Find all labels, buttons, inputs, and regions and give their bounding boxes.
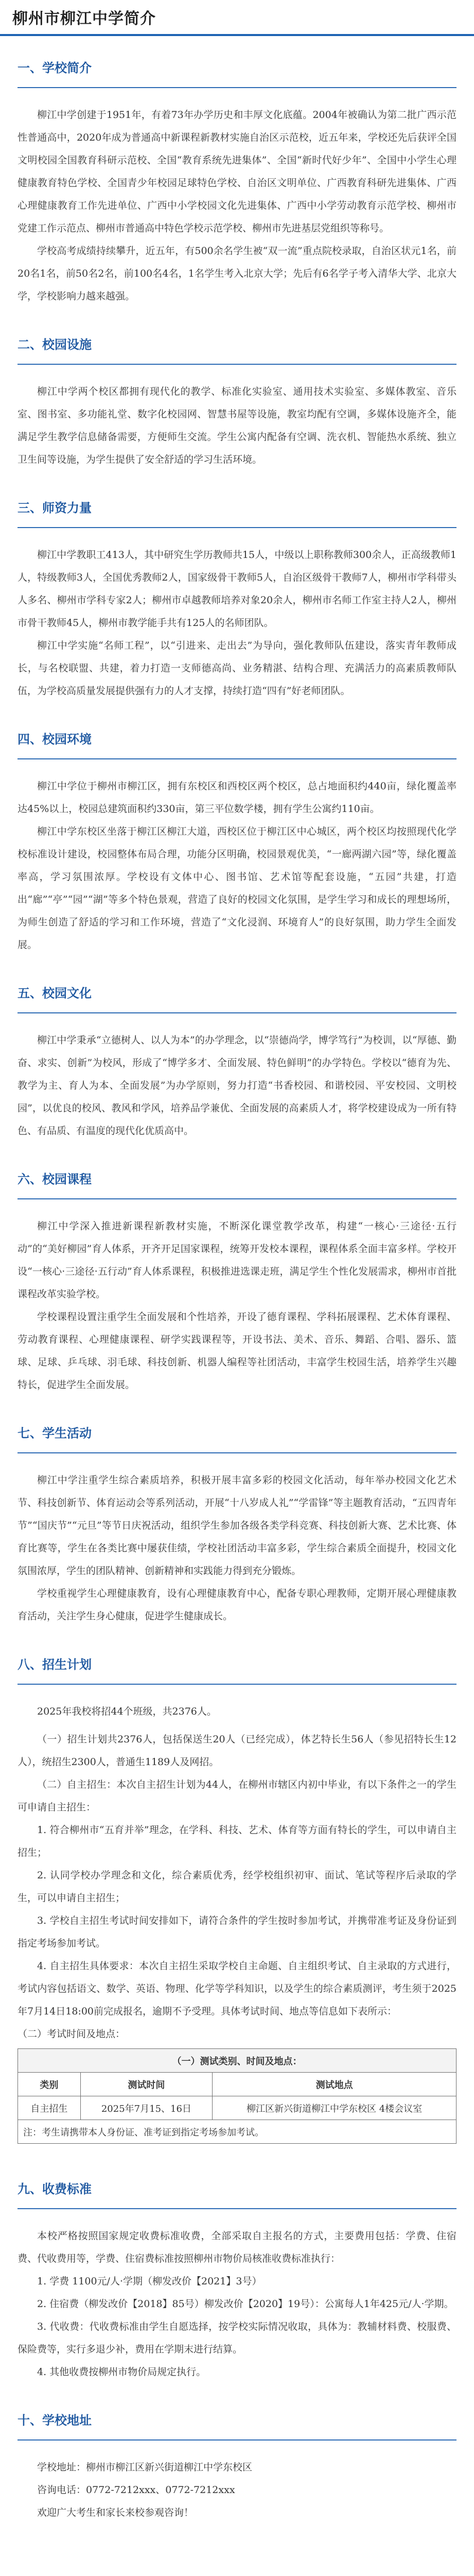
fees-paragraph: 2. 住宿费（柳发改价【2018】85号）柳发改价【2020】19号）：公寓每人1年425元/人·学期。 <box>37 2298 454 2310</box>
section-heading: 七、学生活动 <box>17 1426 92 1440</box>
section-header <box>17 476 457 528</box>
fees-paragraph: 3. 代收费：代收费标准由学生自愿选择，按学校实际情况收取，具体为：教辅材料费、校服费、保险费等，实行多退少补，费用在学期末进行结算。 <box>17 2321 457 2355</box>
section-heading: 六、校园课程 <box>17 1172 92 1187</box>
section-paragraph: 柳江中学教职工413人，其中研究生学历教师共15人，中级以上职称教师300余人，正高级教师1人，特级教师3人，全国优秀教师2人，国家级骨干教师5人，自治区级骨干教师7人，柳州市学科带头人多名、柳州市学科专家2人；柳州市卓越教师培养对象20余人，柳州市名师工作室主持人2人，柳州市骨干教师45人，柳州市教学能手共有125人的名师团队。 <box>17 549 457 629</box>
section-paragraph: 学校重视学生心理健康教育，设有心理健康教育中心，配备专职心理教师，定期开展心理健康教育活动，关注学生身心健康，促进学生健康成长。 <box>17 1588 457 1622</box>
contact-section <box>0 2388 474 2529</box>
footer-space <box>0 2529 474 2575</box>
content-section <box>0 707 474 961</box>
section-header <box>17 707 457 759</box>
table-heading: （二）考试时间及地点： <box>17 2028 126 2040</box>
contact-paragraph: 欢迎广大考生和家长来校参观咨询！ <box>37 2507 194 2518</box>
section-paragraph: 学校高考成绩持续攀升，近五年，有500余名学生被“双一流”重点院校录取，自治区状元1名，前20名1名，前50名2名，前100名4名，1名学生考入北京大学；先后有6名学子考入清华大学、北京大学，学校影响力越来越强。 <box>17 245 457 302</box>
cell-place: 柳江区新兴街道柳江中学东校区 4楼会议室 <box>213 2096 457 2120</box>
cell-category: 自主招生 <box>18 2096 81 2120</box>
content-section <box>0 36 474 313</box>
admission-section <box>0 1728 474 2157</box>
section-paragraph: 柳江中学秉承“立德树人、以人为本”的办学理念，以“崇德尚学，博学笃行”为校训，以“厚德、勤奋、求实、创新”为校风，形成了“博学多才、全面发展、特色鲜明”的办学特色。学校以“德育为先、教学为主、育人为本、全面发展”为办学原则，努力打造“书香校园、和谐校园、平安校园、文明校园”，以优良的校风、教风和学风，培养品学兼优、全面发展的高素质人才，将学校建设成为一所有特色、有品质、有温度的现代化优质高中。 <box>17 1035 457 1137</box>
contact-paragraph: 学校地址：柳州市柳江区新兴街道柳江中学东校区 <box>37 2462 253 2473</box>
admission-paragraph: 4. 自主招生具体要求：本次自主招生采取学校自主命题、自主组织考试、自主录取的方式进行，考试内容包括语文、数学、英语、物理、化学等学科知识，以及学生的综合素质测评，考生须于2025年7月14日18:00前完成报名，逾期不予受理。具体考试时间、地点等信息如下表所示： <box>17 1960 457 2017</box>
section-heading: 四、校园环境 <box>17 732 92 747</box>
content-section <box>0 313 474 476</box>
section-paragraph: 柳江中学东校区坐落于柳江区柳江大道，西校区位于柳江区中心城区，两个校区均按照现代化学校标准设计建设，校园整体布局合理，功能分区明确，校园景观优美，“一廊两湖六园”等，绿化覆盖率高，学习氛围浓厚。学校设有文体中心、图书馆、艺术馆等配套设施，“五园”共建，打造出“廊”“亭”“园”“湖”等多个特色景观，营造了良好的校园文化氛围，是学生学习和成长的理想场所，为师生创造了舒适的学习和工作环境，营造了“文化浸润、环境育人”的良好氛围，助力学生全面发展。 <box>17 826 457 951</box>
content-section <box>0 961 474 1147</box>
cell-time: 2025年7月15、16日 <box>80 2096 213 2120</box>
contact-paragraph: 咨询电话：0772-7212xxx、0772-7212xxx <box>37 2484 235 2496</box>
table-row <box>18 2120 457 2144</box>
section-paragraph: 柳江中学实施“名师工程”，以“引进来、走出去”为导向，强化教师队伍建设，落实青年教师成长，与名校联盟、共建，着力打造一支师德高尚、业务精湛、结构合理、充满活力的高素质教师队伍，为学校高质量发展提供强有力的人才支撑，持续打造“四有”好老师团队。 <box>17 640 457 697</box>
content-section <box>0 476 474 707</box>
section-heading: 二、校园设施 <box>17 337 92 352</box>
section-header <box>17 1401 457 1453</box>
section-heading: 三、师资力量 <box>17 501 92 515</box>
col-category: 类别 <box>18 2073 81 2096</box>
section-paragraph: 柳江中学创建于1951年，有着73年办学历史和丰厚文化底蕴。2004年被确认为第二批广西示范性普通高中，2020年成为普通高中新课程新教材实施自治区示范校，近五年来，学校还先后获评全国文明校园全国教育科研示范校、全国“教育系统先进集体”、全国“新时代好少年”、全国中小学生心理健康教育特色学校、全国青少年校园足球特色学校、自治区文明单位、广西教育科研先进集体、广西心理健康教育工作先进单位、广西中小学校园文化先进集体、广西中小学劳动教育示范学校、柳州市党建工作示范点、柳州市普通高中特色学校示范学校、柳州市先进基层党组织等称号。 <box>17 109 457 234</box>
section-header <box>17 2388 457 2441</box>
sections-container <box>0 36 474 1728</box>
section-paragraph: 柳江中学位于柳州市柳江区，拥有东校区和西校区两个校区，总占地面积约440亩，绿化覆盖率达45%以上，校园总建筑面积约330亩，第三平位数学楼，拥有学生公寓约110亩。 <box>17 781 457 815</box>
fees-paragraph: 4. 其他收费按柳州市物价局规定执行。 <box>37 2366 206 2378</box>
fees-section <box>0 2157 474 2388</box>
section-heading: 五、校园文化 <box>17 986 92 1001</box>
section-paragraph: 学校课程设置注重学生全面发展和个性培养，开设了德育课程、学科拓展课程、艺术体育课程、劳动教育课程、心理健康课程、研学实践课程等，开设书法、美术、音乐、舞蹈、合唱、器乐、篮球、足球、乒乓球、羽毛球、科技创新、机器人编程等社团活动，丰富学生校园生活，培养学生兴趣特长，促进学生全面发展。 <box>17 1311 457 1391</box>
fees-paragraph: 1. 学费 1100元/人·学期（柳发改价【2021】3号） <box>37 2276 262 2287</box>
col-place: 测试地点 <box>213 2073 457 2096</box>
admission-paragraph: 2. 认同学校办学理念和文化，综合素质优秀，经学校组织初审、面试、笔试等程序后录取的学生，可以申请自主招生； <box>17 1870 457 1904</box>
section-header <box>17 2157 457 2209</box>
title-bar <box>0 0 474 34</box>
table-row <box>18 2049 457 2073</box>
content-section <box>0 1147 474 1401</box>
content-section <box>0 1633 474 1728</box>
fees-paragraph: 本校严格按照国家规定收费标准收费，全部采取自主报名的方式，主要费用包括：学费、住宿费、代收费用等，学费、住宿费标准按照柳州市物价局核准收费标准执行： <box>17 2230 457 2264</box>
section-header <box>17 1147 457 1199</box>
col-time: 测试时间 <box>80 2073 213 2096</box>
section-header <box>17 36 457 88</box>
table-row <box>18 2096 457 2120</box>
section-heading: 十、学校地址 <box>17 2413 92 2428</box>
section-heading: 九、收费标准 <box>17 2182 92 2196</box>
section-paragraph: 柳江中学两个校区都拥有现代化的教学、标准化实验室、通用技术实验室、多媒体教室、音乐室、图书室、多功能礼堂、数字化校园网、智慧书屋等设施，教室均配有空调，多媒体设施齐全，能满足学生教学信息储备需要，方便师生交流。学生公寓内配备有空调、洗衣机、智能热水系统、独立卫生间等设施，为学生提供了安全舒适的学习生活环境。 <box>17 386 457 465</box>
content-section <box>0 1401 474 1633</box>
page-title: 柳州市柳江中学简介 <box>12 10 156 28</box>
section-heading: 八、招生计划 <box>17 1657 92 1672</box>
admission-paragraph: （一）招生计划共2376人，包括保送生20人（已经完成），体艺特长生56人（参见招特长生12人），统招生2300人，普通生1189人及网招。 <box>17 1734 457 1768</box>
table-row <box>18 2073 457 2096</box>
admission-paragraph: 3. 学校自主招生考试时间安排如下，请符合条件的学生按时参加考试，并携带准考证及身份证到指定考场参加考试。 <box>17 1915 457 1949</box>
section-paragraph: 2025年我校将招44个班级，共2376人。 <box>37 1706 217 1717</box>
section-header <box>17 961 457 1013</box>
section-header <box>17 1633 457 1685</box>
section-paragraph: 柳江中学深入推进新课程新教材实施，不断深化课堂教学改革，构建“一核心·三途径·五行动”的“美好柳园”育人体系，开齐开足国家课程，统筹开发校本课程，课程体系全面丰富多样。学校开设“一核心·三途径·五行动”育人体系课程，积极推进选课走班，满足学生个性化发展需求，柳州市首批课程改革实验学校。 <box>17 1221 457 1300</box>
admission-paragraph: 1. 符合柳州市“五育并举”理念，在学科、科技、艺术、体育等方面有特长的学生，可以申请自主招生； <box>17 1824 457 1858</box>
table-note: 注：考生请携带本人身份证、准考证到指定考场参加考试。 <box>18 2120 457 2144</box>
exam-table <box>17 2048 457 2144</box>
table-header-merged: （一）测试类别、时间及地点： <box>18 2049 457 2073</box>
section-paragraph: 柳江中学注重学生综合素质培养，积极开展丰富多彩的校园文化活动，每年举办校园文化艺术节、科技创新节、体育运动会等系列活动，开展“十八岁成人礼”“学雷锋”等主题教育活动，“五四青年节”“国庆节”“元旦”等节日庆祝活动，组织学生参加各级各类学科竞赛、科技创新大赛、艺术比赛、体育比赛等，学生在各类比赛中屡获佳绩，学校社团活动丰富多彩，学生综合素质全面提升，校园文化氛围浓厚，学生的团队精神、创新精神和实践能力得到充分锻炼。 <box>17 1475 457 1577</box>
section-header <box>17 313 457 365</box>
admission-paragraph: （二）自主招生：本次自主招生计划为44人，在柳州市辖区内初中毕业，有以下条件之一的学生可申请自主招生： <box>17 1779 457 1813</box>
section-heading: 一、学校简介 <box>17 61 92 75</box>
